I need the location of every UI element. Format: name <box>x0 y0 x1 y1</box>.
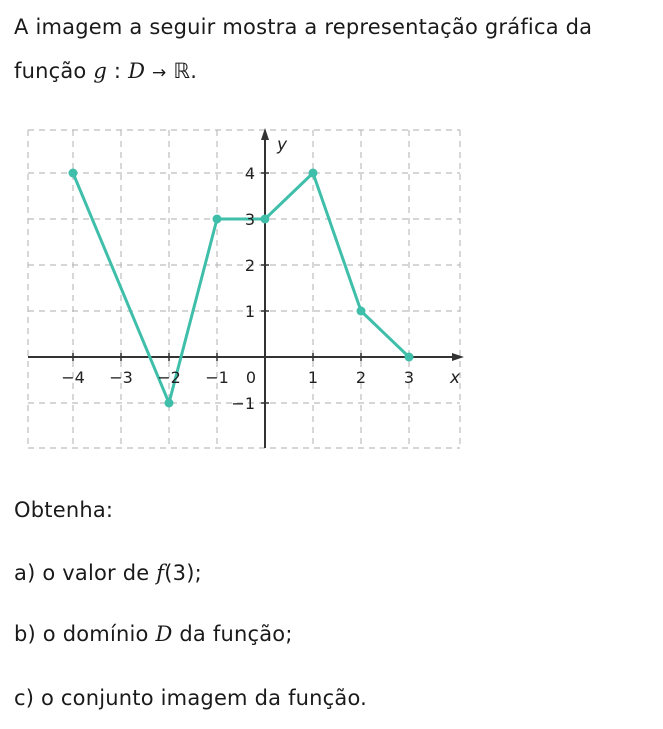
y-tick-label: 1 <box>244 302 255 321</box>
x-tick-label: −1 <box>205 368 229 387</box>
x-tick-label: −2 <box>157 368 181 387</box>
x-tick-label: 0 <box>245 368 257 387</box>
x-tick-label: −3 <box>109 368 133 387</box>
question-a <box>14 561 202 585</box>
x-tick-label: 1 <box>307 368 319 387</box>
data-point <box>261 215 270 224</box>
question-a-f: f <box>156 561 165 585</box>
y-tick-label: 3 <box>244 210 255 229</box>
data-point <box>309 169 318 178</box>
question-c: c) o conjunto imagem da função. <box>14 686 368 710</box>
y-tick-label: −1 <box>231 394 255 413</box>
intro-funcao-word: função <box>14 59 87 83</box>
question-b-symbol: D <box>155 622 173 646</box>
intro-line-1: A imagem a seguir mostra a representação gráfica da <box>14 15 593 39</box>
question-a-prefix: a) o valor de <box>14 561 157 585</box>
data-point <box>357 307 366 316</box>
x-tick-label: 3 <box>403 368 415 387</box>
x-tick-label: −4 <box>61 368 85 387</box>
domain-symbol: D <box>128 59 146 83</box>
data-point <box>405 353 414 362</box>
codomain-symbol: ℝ <box>173 59 191 83</box>
question-b-prefix: b) o domínio <box>14 622 156 646</box>
function-name: g <box>93 59 108 83</box>
y-tick-label: 2 <box>244 256 255 275</box>
data-point <box>213 215 222 224</box>
x-axis-arrowhead <box>452 353 464 361</box>
data-point <box>69 169 78 178</box>
y-axis-label: y <box>277 135 288 155</box>
y-tick-label: 4 <box>244 164 255 183</box>
data-point <box>165 399 174 408</box>
question-b <box>14 622 293 646</box>
arrow-symbol: → <box>152 63 167 83</box>
x-axis-label: x <box>450 368 461 388</box>
question-a-rest: (3); <box>164 561 202 585</box>
colon: : <box>113 59 122 83</box>
question-b-suffix: da função; <box>172 622 293 646</box>
period: . <box>190 59 198 83</box>
obtenha-heading: Obtenha: <box>14 498 114 522</box>
x-tick-label: 2 <box>355 368 367 387</box>
